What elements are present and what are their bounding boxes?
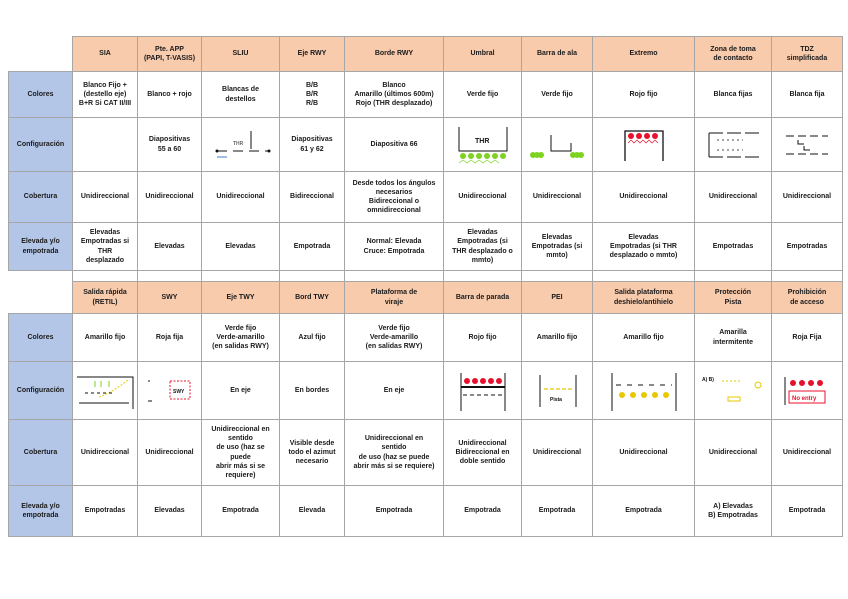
table-cell: Empotradas bbox=[73, 486, 138, 537]
sketch-label: THR bbox=[474, 137, 489, 145]
swy-sketch bbox=[140, 375, 199, 407]
table-cell: En eje bbox=[345, 362, 444, 420]
configuration-diagram bbox=[522, 362, 593, 420]
column-header-sliu: SLIU bbox=[202, 37, 280, 72]
table-cell: Empotrada bbox=[593, 486, 695, 537]
table-cell: Unidireccional bbox=[695, 172, 772, 223]
table-cell: Unidireccional bbox=[202, 172, 280, 223]
spacer-cell bbox=[522, 271, 593, 282]
table-cell: Unidireccional bbox=[772, 172, 843, 223]
table-cell: Amarilla intermitente bbox=[695, 314, 772, 362]
column-header-salida-rapida-retil: Salida rápida (RETIL) bbox=[73, 282, 138, 314]
table-cell: En bordes bbox=[280, 362, 345, 420]
spacer-cell bbox=[772, 271, 843, 282]
table-cell bbox=[73, 118, 138, 172]
table-cell: Rojo fijo bbox=[444, 314, 522, 362]
table-cell: Empotrada bbox=[202, 486, 280, 537]
configuration-diagram bbox=[202, 118, 280, 172]
table-cell: Diapositiva 66 bbox=[345, 118, 444, 172]
lighting-table-2 bbox=[8, 270, 843, 537]
configuration-diagram bbox=[772, 362, 843, 420]
table-cell: Unidireccional Bidireccional en doble sentido bbox=[444, 420, 522, 486]
table-cell: Normal: Elevada Cruce: Empotrada bbox=[345, 223, 444, 271]
row-label: Colores bbox=[9, 72, 73, 118]
table-cell: Desde todos los ángulos necesarios Bidireccional o omnidireccional bbox=[345, 172, 444, 223]
table-cell: En eje bbox=[202, 362, 280, 420]
table-cell: Elevadas bbox=[138, 223, 202, 271]
table-row-cobertura bbox=[9, 172, 843, 223]
table-cell: Verde fijo bbox=[522, 72, 593, 118]
sketch-label: THR bbox=[232, 140, 243, 147]
table-cell: Diapositivas 61 y 62 bbox=[280, 118, 345, 172]
table-cell: Unidireccional en sentido de uso (haz se puede abrir más si se requiere) bbox=[345, 420, 444, 486]
table-cell: Elevadas Empotradas si THR desplazado bbox=[73, 223, 138, 271]
table-cell: Amarillo fijo bbox=[522, 314, 593, 362]
table-cell: Elevadas Empotradas (si THR desplazado o mmto) bbox=[444, 223, 522, 271]
threshold-sketch bbox=[446, 123, 519, 167]
configuration-diagram bbox=[522, 118, 593, 172]
table-cell: Unidireccional bbox=[593, 172, 695, 223]
sketch-label: A) B) bbox=[702, 376, 714, 383]
no-entry-sketch bbox=[774, 371, 840, 411]
table-cell: A) Elevadas B) Empotradas bbox=[695, 486, 772, 537]
table-cell: Empotrada bbox=[522, 486, 593, 537]
column-header-sia: SIA bbox=[73, 37, 138, 72]
row-label: Configuración bbox=[9, 118, 73, 172]
spacer-cell bbox=[444, 271, 522, 282]
table-cell: Verde fijo Verde-amarillo (en salidas RWY) bbox=[202, 314, 280, 362]
header-row bbox=[9, 282, 843, 314]
table-cell: Empotrada bbox=[772, 486, 843, 537]
header-row bbox=[9, 37, 843, 72]
table-cell: Blanca fijas bbox=[695, 72, 772, 118]
table-cell: Unidireccional bbox=[138, 420, 202, 486]
configuration-diagram bbox=[772, 118, 843, 172]
column-header-plataforma-de-viraje: Plataforma de viraje bbox=[345, 282, 444, 314]
column-header-pte-app-papi-t-vasis: Pte. APP (PAPI, T-VASIS) bbox=[138, 37, 202, 72]
table-cell: Blanco + rojo bbox=[138, 72, 202, 118]
column-header-zona-de-toma-de-contacto: Zona de toma de contacto bbox=[695, 37, 772, 72]
retil-sketch bbox=[75, 371, 135, 411]
table-cell: Blanca fija bbox=[772, 72, 843, 118]
column-header-bord-twy: Bord TWY bbox=[280, 282, 345, 314]
sketch-label: SWY bbox=[172, 388, 184, 395]
sliu-sketch bbox=[204, 127, 277, 163]
pei-sketch bbox=[524, 369, 590, 413]
table-row-elevada-y-o-empotrada bbox=[9, 486, 843, 537]
row-label: Cobertura bbox=[9, 172, 73, 223]
table-row-cobertura bbox=[9, 420, 843, 486]
wingbar-sketch bbox=[524, 125, 590, 165]
table-cell: Verde fijo bbox=[444, 72, 522, 118]
column-header-eje-twy: Eje TWY bbox=[202, 282, 280, 314]
spacer-cell bbox=[593, 271, 695, 282]
spacer-cell bbox=[138, 271, 202, 282]
table-cell: Rojo fijo bbox=[593, 72, 695, 118]
table-cell: Roja Fija bbox=[772, 314, 843, 362]
table-cell: Visible desde todo el azimut necesario bbox=[280, 420, 345, 486]
tdz-sketch bbox=[697, 127, 769, 163]
table-cell: Empotrada bbox=[444, 486, 522, 537]
table-row-elevada-y-o-empotrada bbox=[9, 223, 843, 271]
row-label: Elevada y/o empotrada bbox=[9, 486, 73, 537]
column-header-borde-rwy: Borde RWY bbox=[345, 37, 444, 72]
table-cell: Empotrada bbox=[345, 486, 444, 537]
spacer-cell bbox=[202, 271, 280, 282]
sketch-label: No entry bbox=[792, 395, 817, 402]
table-cell: Amarillo fijo bbox=[73, 314, 138, 362]
deice-exit-sketch bbox=[595, 369, 692, 413]
configuration-diagram bbox=[444, 362, 522, 420]
tdz-simple-sketch bbox=[774, 130, 840, 160]
table-row-colores bbox=[9, 72, 843, 118]
spacer-cell bbox=[695, 271, 772, 282]
column-header-extremo: Extremo bbox=[593, 37, 695, 72]
column-header-salida-plataforma-deshielo-antihielo: Salida plataforma deshielo/antihielo bbox=[593, 282, 695, 314]
table-cell: Empotradas bbox=[772, 223, 843, 271]
corner-cell bbox=[9, 282, 73, 314]
table-cell: Elevada bbox=[280, 486, 345, 537]
sketch-label: Pista bbox=[550, 396, 562, 403]
spacer-cell bbox=[280, 271, 345, 282]
table-cell: Amarillo fijo bbox=[593, 314, 695, 362]
table-row-configuracion bbox=[9, 362, 843, 420]
table-cell: Verde fijo Verde-amarillo (en salidas RWY) bbox=[345, 314, 444, 362]
table-cell: Empotrada bbox=[280, 223, 345, 271]
runway-guard-sketch bbox=[697, 371, 769, 411]
table-cell: Unidireccional bbox=[522, 420, 593, 486]
spacer-cell bbox=[73, 271, 138, 282]
column-header-swy: SWY bbox=[138, 282, 202, 314]
configuration-diagram bbox=[593, 362, 695, 420]
table-cell: Unidireccional bbox=[138, 172, 202, 223]
column-header-barra-de-ala: Barra de ala bbox=[522, 37, 593, 72]
column-header-tdz-simplificada: TDZ simplificada bbox=[772, 37, 843, 72]
table-cell: Blanco Amarillo (últimos 600m) Rojo (THR desplazado) bbox=[345, 72, 444, 118]
configuration-diagram bbox=[73, 362, 138, 420]
row-label: Colores bbox=[9, 314, 73, 362]
table-cell: Unidireccional en sentido de uso (haz se puede abrir más si se requiere) bbox=[202, 420, 280, 486]
spacer-cell bbox=[345, 271, 444, 282]
table-row-colores bbox=[9, 314, 843, 362]
lighting-table-1 bbox=[8, 36, 843, 271]
corner-cell bbox=[9, 37, 73, 72]
spacer-row bbox=[9, 271, 843, 282]
table-cell: Diapositivas 55 a 60 bbox=[138, 118, 202, 172]
column-header-umbral: Umbral bbox=[444, 37, 522, 72]
table-cell: Bidireccional bbox=[280, 172, 345, 223]
table-row-configuracion bbox=[9, 118, 843, 172]
row-label: Cobertura bbox=[9, 420, 73, 486]
table-cell: Roja fija bbox=[138, 314, 202, 362]
table-cell: Unidireccional bbox=[73, 420, 138, 486]
configuration-diagram bbox=[695, 118, 772, 172]
table-cell: Unidireccional bbox=[695, 420, 772, 486]
table-cell: Blanco Fijo + (destello eje) B+R Si CAT II/III bbox=[73, 72, 138, 118]
table-cell: Unidireccional bbox=[593, 420, 695, 486]
table-cell: Blancas de destellos bbox=[202, 72, 280, 118]
table-cell: Elevadas Empotradas (si mmto) bbox=[522, 223, 593, 271]
column-header-pei: PEI bbox=[522, 282, 593, 314]
configuration-diagram bbox=[138, 362, 202, 420]
table-cell: Azul fijo bbox=[280, 314, 345, 362]
row-label: Elevada y/o empotrada bbox=[9, 223, 73, 271]
configuration-diagram bbox=[593, 118, 695, 172]
column-header-barra-de-parada: Barra de parada bbox=[444, 282, 522, 314]
column-header-prohibicion-de-acceso: Prohibición de acceso bbox=[772, 282, 843, 314]
column-header-proteccion-pista: Protección Pista bbox=[695, 282, 772, 314]
row-label: Configuración bbox=[9, 362, 73, 420]
table-cell: Empotradas bbox=[695, 223, 772, 271]
table-cell: Elevadas bbox=[138, 486, 202, 537]
table-cell: B/B B/R R/B bbox=[280, 72, 345, 118]
column-header-eje-rwy: Eje RWY bbox=[280, 37, 345, 72]
table-cell: Elevadas bbox=[202, 223, 280, 271]
table-cell: Elevadas Empotradas (si THR desplazado o mmto) bbox=[593, 223, 695, 271]
end-sketch bbox=[595, 125, 692, 165]
table-cell: Unidireccional bbox=[73, 172, 138, 223]
configuration-diagram bbox=[444, 118, 522, 172]
table-cell: Unidireccional bbox=[772, 420, 843, 486]
spacer-cell bbox=[9, 271, 73, 282]
configuration-diagram bbox=[695, 362, 772, 420]
table-cell: Unidireccional bbox=[522, 172, 593, 223]
stopbar-sketch bbox=[446, 369, 519, 413]
table-cell: Unidireccional bbox=[444, 172, 522, 223]
